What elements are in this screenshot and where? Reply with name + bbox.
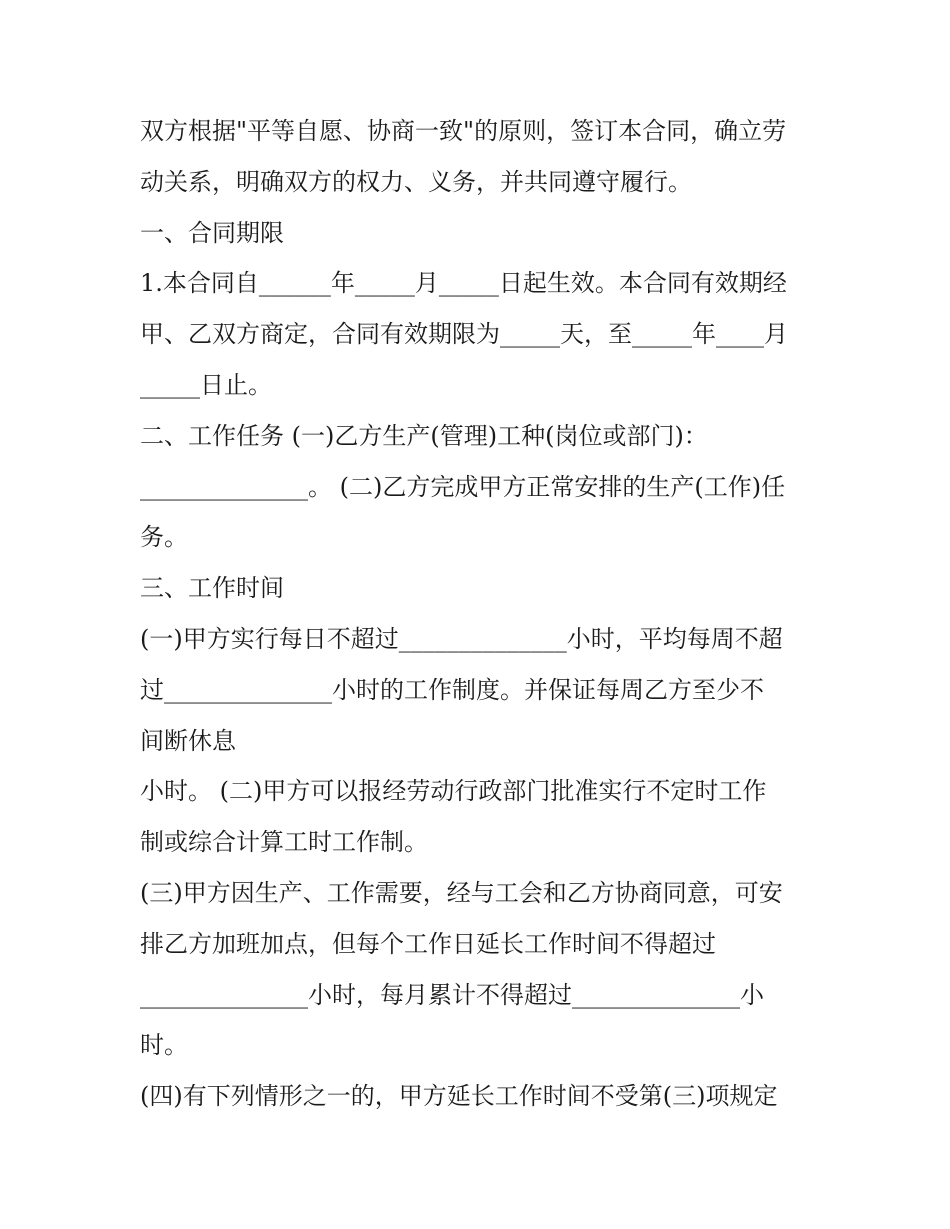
text-line: 间断休息 [140, 726, 236, 755]
text-line: ______________小时，每月累计不得超过______________小 [140, 980, 764, 1009]
text-line: 时。 [140, 1031, 188, 1060]
text-line: 排乙方加班加点，但每个工作日延长工作时间不得超过 [140, 929, 716, 958]
text-line: 过______________小时的工作制度。并保证每周乙方至少不 [140, 675, 764, 704]
text-line: (三)甲方因生产、工作需要，经与工会和乙方协商同意，可安 [140, 878, 783, 907]
text-line: 制或综合计算工时工作制。 [140, 828, 428, 857]
section-heading: 三、工作时间 [140, 574, 284, 603]
text-line: (一)甲方实行每日不超过______________小时，平均每周不超 [140, 624, 783, 653]
text-line: 1.本合同自______年_____月_____日起生效。本合同有效期经 [140, 269, 787, 298]
text-line: _____日止。 [140, 370, 272, 399]
text-line: 务。 [140, 523, 188, 552]
text-line: 甲、乙双方商定，合同有效期限为_____天，至_____年____月 [140, 320, 788, 349]
text-line: 动关系，明确双方的权力、义务，并共同遵守履行。 [140, 167, 692, 196]
text-line: 双方根据"平等自愿、协商一致"的原则，签订本合同，确立劳 [140, 117, 787, 145]
text-line: ______________。 (二)乙方完成甲方正常安排的生产(工作)任 [140, 472, 786, 501]
section-heading: 一、合同期限 [140, 218, 284, 247]
document-body [140, 106, 820, 1122]
text-line: (四)有下列情形之一的，甲方延长工作时间不受第(三)项规定 [140, 1082, 778, 1111]
text-line: 小时。 (二)甲方可以报经劳动行政部门批准实行不定时工作 [140, 777, 767, 806]
section-heading: 二、工作任务 (一)乙方生产(管理)工种(岗位或部门)： [140, 421, 708, 450]
